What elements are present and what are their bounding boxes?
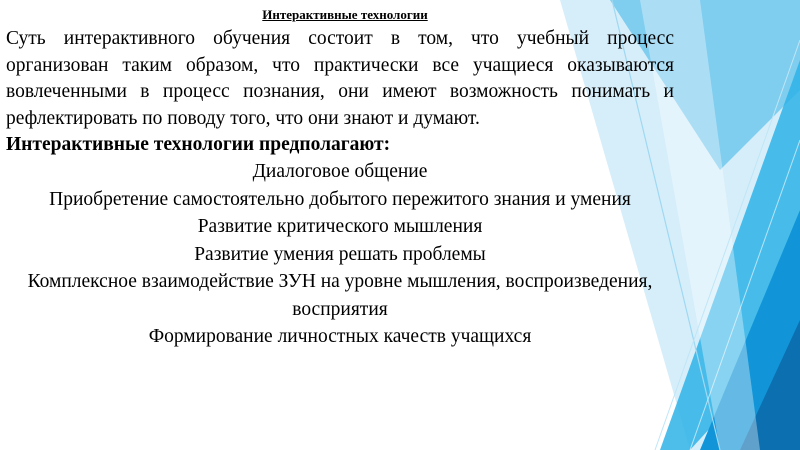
list-item: Развитие критического мышления (197, 216, 483, 237)
slide-title-text: Интерактивные технологии (262, 7, 428, 22)
list-item: Развитие умения решать проблемы (194, 243, 486, 265)
list-heading: Интерактивные технологии предполагают: (6, 134, 391, 155)
feature-list (6, 158, 674, 351)
slide-content (6, 0, 674, 351)
list-item: Приобретение самостоятельно добытого пережитого знания и умения (49, 188, 631, 210)
list-item: Диалоговое общение (252, 161, 428, 182)
list-item: Формирование личностных качеств учащихся (148, 326, 532, 347)
list-item: Комплексное взаимодействие ЗУН на уровне мышления, воспроизведения, восприятия (27, 271, 653, 320)
intro-paragraph: Суть интерактивного обучения состоит в том, что учебный процесс организован таким образом, что практически все учащиеся оказываются вовлеченными в процесс познания, они имеют возможность понимать и рефлектировать по поводу того, что они знают и думают. (6, 28, 674, 129)
slide-title (6, 7, 674, 23)
